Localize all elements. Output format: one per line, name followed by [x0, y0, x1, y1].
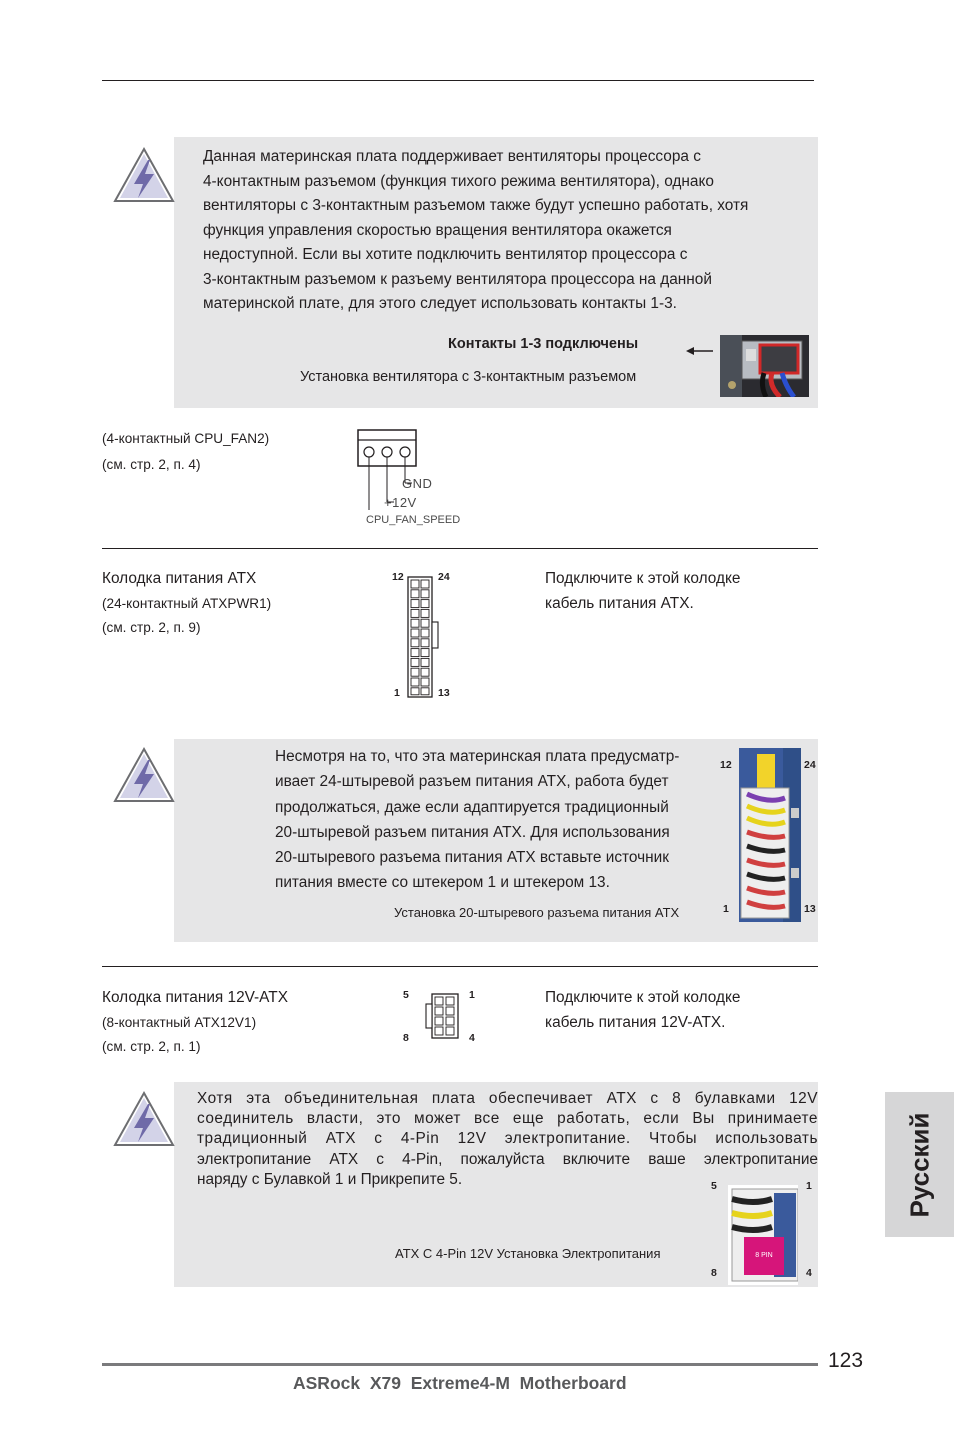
atx12v-pin-4: 4 [469, 1032, 475, 1044]
note2-text: Несмотря на то, что эта материнская плата предусматр- ивает 24-штыревой разъем питания ATX, работа будет продолжаться, даже если адаптируется традиционный 20-штыревой разъем питания ATX. Для использования 20-штыревого разъема питания ATX вставьте источник питания вместе со штекером 1 и штекером 13. [275, 748, 680, 892]
note2-pin-12: 12 [720, 759, 732, 771]
atx-sub: (24-контактный ATXPWR1) [102, 596, 272, 611]
top-rule [102, 80, 814, 81]
atx12v-pin-5: 5 [403, 989, 409, 1001]
atx12v-desc-2: кабель питания 12V-ATX. [545, 1014, 726, 1031]
fan-connector-photo [720, 335, 809, 397]
atx12v-sub: (8-контактный ATX12V1) [102, 1015, 257, 1030]
atx-ref: (см. стр. 2, п. 9) [102, 620, 201, 635]
note3-pin-1: 1 [806, 1180, 812, 1192]
cpu-fan2-ref: (см. стр. 2, п. 4) [102, 457, 201, 472]
atx-pin-24: 24 [438, 571, 450, 583]
atx12v-desc-1: Подключите к этой колодке [545, 989, 741, 1006]
section-rule-2 [102, 966, 818, 967]
footer-product: ASRock X79 Extreme4-M Motherboard [293, 1373, 627, 1393]
language-tab: Русский [885, 1092, 954, 1237]
12v-label: +12V [384, 495, 417, 510]
gnd-label: GND [402, 476, 433, 491]
atx-title: Колодка питания ATX [102, 570, 257, 587]
arrow-left-icon [686, 344, 714, 358]
note2-pin-24: 24 [804, 759, 816, 771]
note3-pin-5: 5 [711, 1180, 717, 1192]
note2-pin-1: 1 [723, 903, 729, 915]
note3-pin-8: 8 [711, 1267, 717, 1279]
4pin-photo [728, 1185, 798, 1285]
warning-icon [112, 1090, 176, 1148]
fan-install-caption: Установка вентилятора с 3-контактным разъемом [300, 369, 637, 385]
atx12v-pin-1: 1 [469, 989, 475, 1001]
warning-icon [112, 146, 176, 204]
atx20-caption: Установка 20-штыревого разъема питания ATX [394, 905, 680, 920]
atx-pin-1: 1 [394, 687, 400, 699]
note3-pin-4: 4 [806, 1267, 812, 1279]
atx-desc-1: Подключите к этой колодке [545, 570, 741, 587]
atx12v-title: Колодка питания 12V-ATX [102, 989, 288, 1006]
atx12v-diagram [422, 992, 462, 1042]
section-rule-1 [102, 548, 818, 549]
warning-icon [112, 746, 176, 804]
note1-text: Данная материнская плата поддерживает вентиляторы процессора с 4-контактным разъемом (функция тихого режима вентилятора), однако вентиляторы с 3-контактным разъемом также будут успешно работать, хотя функция управления скоростью вращения вентилятора окажется недоступной. Если вы хотите подключить вентилятор процессора с 3-контактным разъемом к разъему вентилятора процессора на данной материнской плате, для этого следует использовать контакты 1-3. [203, 148, 749, 312]
cpu-fan2-label: (4-контактный CPU_FAN2) [102, 431, 270, 446]
4pin-caption: ATX С 4-Pin 12V Установка Электропитания [395, 1246, 661, 1261]
atx12v-pin-8: 8 [403, 1032, 409, 1044]
cpu-fan-speed-label: CPU_FAN_SPEED [366, 514, 461, 526]
svg-text:8 PIN: 8 PIN [755, 1252, 773, 1259]
atx-pin-13: 13 [438, 687, 450, 699]
atx20-photo [739, 748, 801, 922]
atx-desc-2: кабель питания ATX. [545, 595, 694, 612]
atx12v-ref: (см. стр. 2, п. 1) [102, 1039, 201, 1054]
note3-text: Хотя эта объединительная плата обеспечивает ATX с 8 булавками 12V соединитель власти, это может все еще работать, если Вы принимаете традиционный ATX с 4-Pin 12V электропитание. Чтобы использовать электропитание ATX с 4-Pin, пожалуйста включите ваше электропитание наряду с Булавкой 1 и Прикрепите 5. [197, 1090, 818, 1188]
page-number: 123 [828, 1349, 864, 1372]
note2-pin-13: 13 [804, 903, 816, 915]
pins-connected-label: Контакты 1-3 подключены [448, 336, 639, 352]
footer-rule [102, 1363, 818, 1366]
atx24-diagram [407, 576, 443, 698]
atx-pin-12: 12 [392, 571, 404, 583]
